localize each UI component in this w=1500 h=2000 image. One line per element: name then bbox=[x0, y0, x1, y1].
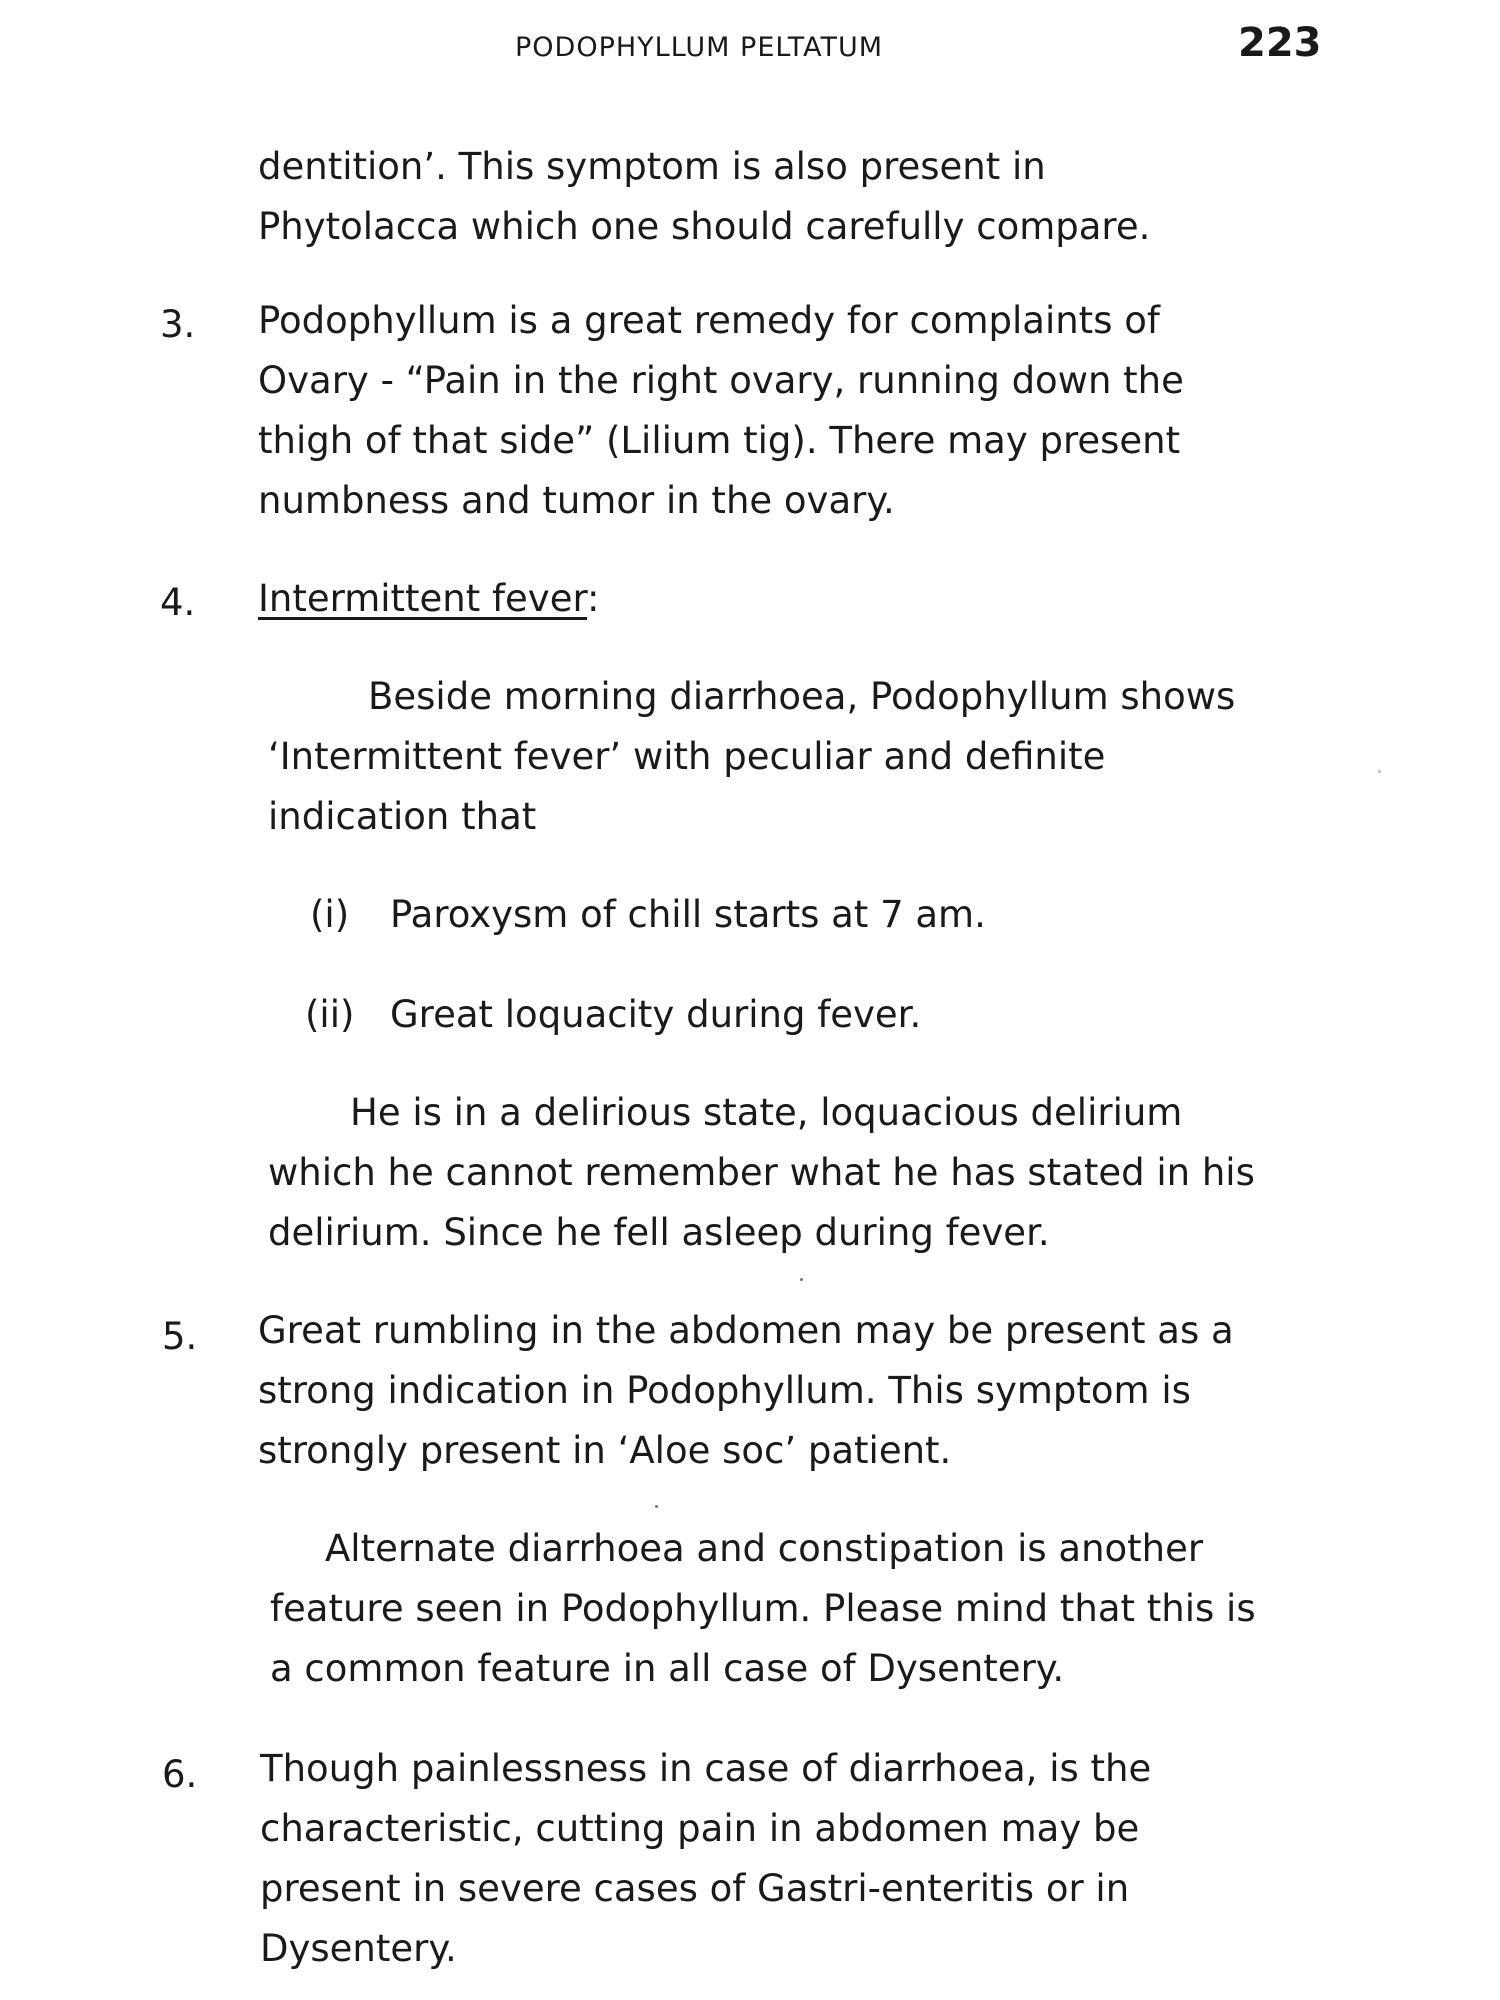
subitem-text: Great loquacity during fever. bbox=[390, 993, 922, 1036]
item-6-line: Dysentery. bbox=[260, 1927, 457, 1970]
subitem-label: (ii) bbox=[305, 993, 355, 1036]
item-3-line: numbness and tumor in the ovary. bbox=[258, 479, 895, 522]
page-number: 223 bbox=[1238, 20, 1322, 66]
item-4-para2-line: which he cannot remember what he has stated in his bbox=[268, 1151, 1255, 1194]
scan-speck bbox=[800, 1278, 803, 1281]
item-4-para1-line: Beside morning diarrhoea, Podophyllum shows bbox=[368, 675, 1236, 718]
item-4-heading-colon: : bbox=[587, 577, 600, 620]
item-5-para2-line: a common feature in all case of Dysentery. bbox=[270, 1647, 1065, 1690]
item-4-number: 4. bbox=[160, 581, 196, 624]
item-5-line: strongly present in ‘Aloe soc’ patient. bbox=[258, 1429, 952, 1472]
item-6-line: characteristic, cutting pain in abdomen may be bbox=[260, 1807, 1140, 1850]
item-3-line: Ovary - “Pain in the right ovary, running down the bbox=[258, 359, 1184, 402]
subitem-text: Paroxysm of chill starts at 7 am. bbox=[390, 893, 986, 936]
item-5-number: 5. bbox=[162, 1315, 198, 1358]
item-4-para1-line: ‘Intermittent fever’ with peculiar and definite bbox=[268, 735, 1106, 778]
item-6-number: 6. bbox=[162, 1753, 198, 1796]
item-4-heading-row bbox=[258, 574, 600, 624]
running-title: PODOPHYLLUM PELTATUM bbox=[515, 32, 884, 63]
scan-speck bbox=[655, 1505, 658, 1508]
item-3-line: Podophyllum is a great remedy for complaints of bbox=[258, 299, 1160, 342]
item-5-line: Great rumbling in the abdomen may be present as a bbox=[258, 1309, 1234, 1352]
item-4-para1-line: indication that bbox=[268, 795, 537, 838]
item-5-line: strong indication in Podophyllum. This symptom is bbox=[258, 1369, 1191, 1412]
item-6-line: present in severe cases of Gastri-enteritis or in bbox=[260, 1867, 1130, 1910]
scan-speck bbox=[1378, 770, 1381, 773]
item-6-line: Though painlessness in case of diarrhoea, is the bbox=[260, 1747, 1152, 1790]
item-4-para2-line: He is in a delirious state, loquacious delirium bbox=[350, 1091, 1183, 1134]
continuation-line: dentition’. This symptom is also present in bbox=[258, 145, 1046, 188]
continuation-line: Phytolacca which one should carefully compare. bbox=[258, 205, 1151, 248]
item-4-para2-line: delirium. Since he fell asleep during fever. bbox=[268, 1211, 1050, 1254]
item-3-line: thigh of that side” (Lilium tig). There may present bbox=[258, 419, 1181, 462]
subitem-label: (i) bbox=[310, 893, 350, 936]
item-5-para2-line: feature seen in Podophyllum. Please mind that this is bbox=[270, 1587, 1256, 1630]
item-3-number: 3. bbox=[160, 303, 196, 346]
item-5-para2-line: Alternate diarrhoea and constipation is another bbox=[325, 1527, 1204, 1570]
item-4-heading: Intermittent fever bbox=[258, 577, 588, 620]
